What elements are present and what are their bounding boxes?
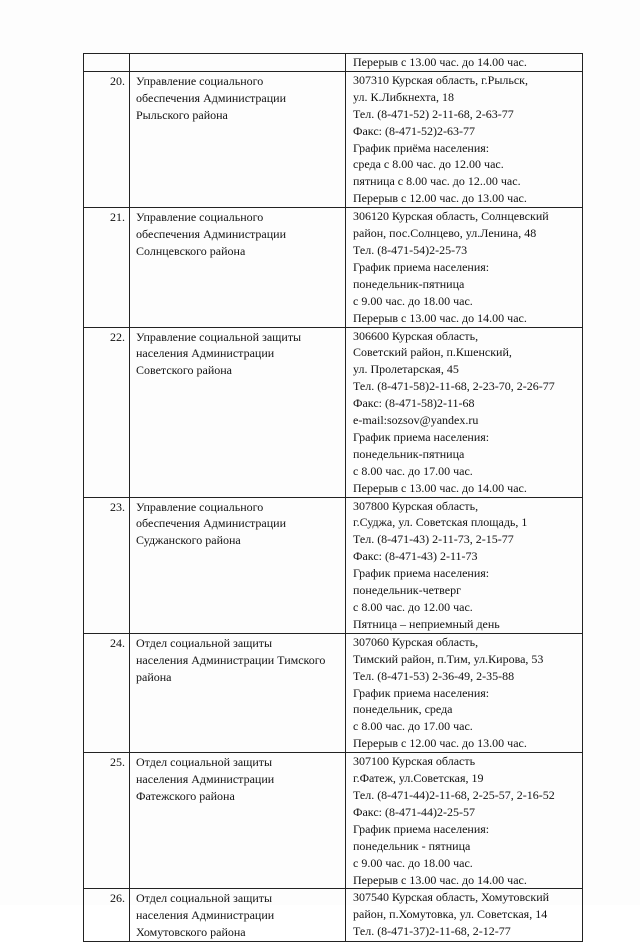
contact-info-line: Тел. (8-471-44)2-11-68, 2-25-57, 2-16-52 xyxy=(353,787,555,802)
organization-name-line: Управление социального xyxy=(136,210,264,225)
contact-info-line: Перерыв с 13.00 час. до 14.00 час. xyxy=(353,872,527,887)
contact-info-cell xyxy=(346,497,583,633)
contact-info-cell xyxy=(346,327,583,497)
contact-info-line: с 8.00 час. до 17.00 час. xyxy=(353,463,473,478)
contact-info-line: с 9.00 час. до 18.00 час. xyxy=(353,855,473,870)
contact-info-line: Тимский район, п.Тим, ул.Кирова, 53 xyxy=(353,651,544,666)
contact-info-cell xyxy=(346,71,583,207)
contact-info-line: 307310 Курская область, г.Рыльск, xyxy=(353,72,529,87)
row-number: 21. xyxy=(84,208,130,327)
contact-info-line: Перерыв с 12.00 час. до 13.00 час. xyxy=(353,191,527,206)
contact-info-line: График приёма населения: xyxy=(353,140,490,155)
contact-info-line: г.Фатеж, ул.Советская, 19 xyxy=(353,771,484,786)
contact-info-line: понедельник - пятница xyxy=(353,838,471,853)
organization-name-cell xyxy=(130,208,346,327)
table-row xyxy=(84,633,583,752)
social-services-table xyxy=(83,53,583,942)
contact-info-line: среда с 8.00 час. до 12.00 час. xyxy=(353,157,504,172)
table-row xyxy=(84,753,583,889)
organization-name-line: населения Администрации xyxy=(136,346,275,361)
row-number: 24. xyxy=(84,633,130,752)
contact-info-line: район, пос.Солнцево, ул.Ленина, 48 xyxy=(353,226,537,241)
contact-info-cell xyxy=(346,753,583,889)
row-number: 20. xyxy=(84,71,130,207)
table-row xyxy=(84,208,583,327)
row-number: 25. xyxy=(84,753,130,889)
contact-info-line: График приема населения: xyxy=(353,566,490,581)
contact-info-cell xyxy=(346,208,583,327)
organization-name-line: района xyxy=(136,669,172,684)
organization-name-line: населения Администрации xyxy=(136,772,275,787)
organization-name-line: населения Администрации Тимского xyxy=(136,652,326,667)
contact-info-line: с 9.00 час. до 18.00 час. xyxy=(353,293,473,308)
organization-name-cell xyxy=(130,327,346,497)
contact-info-line: Тел. (8-471-43) 2-11-73, 2-15-77 xyxy=(353,532,514,547)
contact-info-line: Пятница – неприемный день xyxy=(353,616,500,631)
table-row xyxy=(84,71,583,207)
contact-info-line: Перерыв с 12.00 час. до 13.00 час. xyxy=(353,736,527,751)
contact-info-line: Советский район, п.Кшенский, xyxy=(353,345,512,360)
contact-info-line: Тел. (8-471-53) 2-36-49, 2-35-88 xyxy=(353,668,515,683)
organization-name-line: Советского района xyxy=(136,363,232,378)
contact-info-line: Факс: (8-471-52)2-63-77 xyxy=(353,123,475,138)
contact-info-line: район, п.Хомутовка, ул. Советская, 14 xyxy=(353,907,548,922)
organization-name-line: обеспечения Администрации xyxy=(136,227,287,242)
organization-name-line: населения Администрации xyxy=(136,908,275,923)
contact-info-line: 306120 Курская область, Солнцевский xyxy=(353,209,549,224)
table-body xyxy=(84,54,583,942)
contact-info-line: ул. Пролетарская, 45 xyxy=(353,362,459,377)
contact-info-line: Тел. (8-471-37)2-11-68, 2-12-77 xyxy=(353,924,511,939)
organization-name-line: Суджанского района xyxy=(136,533,241,548)
row-number: 26. xyxy=(84,889,130,942)
organization-name-line: Управление социальной защиты xyxy=(136,329,302,344)
contact-info-line: понедельник-пятница xyxy=(353,276,465,291)
organization-name-cell xyxy=(130,633,346,752)
contact-info-line: 307100 Курская область xyxy=(353,754,476,769)
organization-name-line: Фатежского района xyxy=(136,788,235,803)
contact-info-line: с 8.00 час. до 12.00 час. xyxy=(353,600,473,614)
contact-info-line: 307800 Курская область, xyxy=(353,498,479,513)
contact-info-line: Факс: (8-471-43) 2-11-73 xyxy=(353,549,478,564)
contact-info-line: Факс: (8-471-58)2-11-68 xyxy=(353,396,475,411)
contact-info-line: понедельник-четверг xyxy=(353,583,462,598)
contact-info-line: График приема населения: xyxy=(353,429,490,444)
contact-info-line: Факс: (8-471-44)2-25-57 xyxy=(353,804,475,819)
organization-name-cell xyxy=(130,889,346,942)
contact-info-line: Перерыв с 13.00 час. до 14.00 час. xyxy=(353,480,527,495)
contact-info-line: График приема населения: xyxy=(353,259,490,274)
organization-name-line: Рыльского района xyxy=(136,107,228,122)
organization-name-cell xyxy=(130,54,346,72)
row-number xyxy=(84,54,130,72)
contact-info-cell xyxy=(346,54,583,72)
organization-name-line: Хомутовского района xyxy=(136,925,246,940)
contact-info-line: Перерыв с 13.00 час. до 14.00 час. xyxy=(353,55,527,69)
organization-name-line: Управление социального xyxy=(136,73,264,88)
contact-info-line: 307060 Курская область, xyxy=(353,634,479,649)
contact-info-cell xyxy=(346,889,583,942)
contact-info-line: График приема населения: xyxy=(353,685,490,700)
contact-info-cell xyxy=(346,633,583,752)
contact-info-line: 307540 Курская область, Хомутовский xyxy=(353,890,550,905)
contact-info-line: e-mail:sozsov@yandex.ru xyxy=(353,413,479,428)
organization-name-cell xyxy=(130,71,346,207)
organization-name-line: Отдел социальной защиты xyxy=(136,755,273,770)
organization-name-line: Управление социального xyxy=(136,499,264,514)
contact-info-line: с 8.00 час. до 17.00 час. xyxy=(353,719,473,734)
row-number: 22. xyxy=(84,327,130,497)
contact-info-line: понедельник, среда xyxy=(353,702,453,717)
organization-name-line: Отдел социальной защиты xyxy=(136,891,273,906)
table-row xyxy=(84,497,583,633)
contact-info-line: понедельник-пятница xyxy=(353,446,465,461)
contact-info-line: Перерыв с 13.00 час. до 14.00 час. xyxy=(353,310,527,325)
organization-name-cell xyxy=(130,753,346,889)
contact-info-line: ул. К.Либкнехта, 18 xyxy=(353,89,454,104)
table-row xyxy=(84,889,583,942)
contact-info-line: Тел. (8-471-52) 2-11-68, 2-63-77 xyxy=(353,106,514,121)
organization-name-line: обеспечения Администрации xyxy=(136,90,287,105)
organization-name-line: Отдел социальной защиты xyxy=(136,635,273,650)
contact-info-line: График приема населения: xyxy=(353,821,490,836)
contact-info-line: Тел. (8-471-54)2-25-73 xyxy=(353,242,468,257)
organization-name-line: Солнцевского района xyxy=(136,243,246,258)
contact-info-line: пятница с 8.00 час. до 12..00 час. xyxy=(353,174,521,189)
contact-info-line: Тел. (8-471-58)2-11-68, 2-23-70, 2-26-77 xyxy=(353,379,555,394)
table-row xyxy=(84,54,583,72)
organization-name-line: обеспечения Администрации xyxy=(136,516,287,531)
row-number: 23. xyxy=(84,497,130,633)
organization-name-cell xyxy=(130,497,346,633)
table-row xyxy=(84,327,583,497)
contact-info-line: 306600 Курская область, xyxy=(353,328,479,343)
contact-info-line: г.Суджа, ул. Советская площадь, 1 xyxy=(353,515,528,530)
